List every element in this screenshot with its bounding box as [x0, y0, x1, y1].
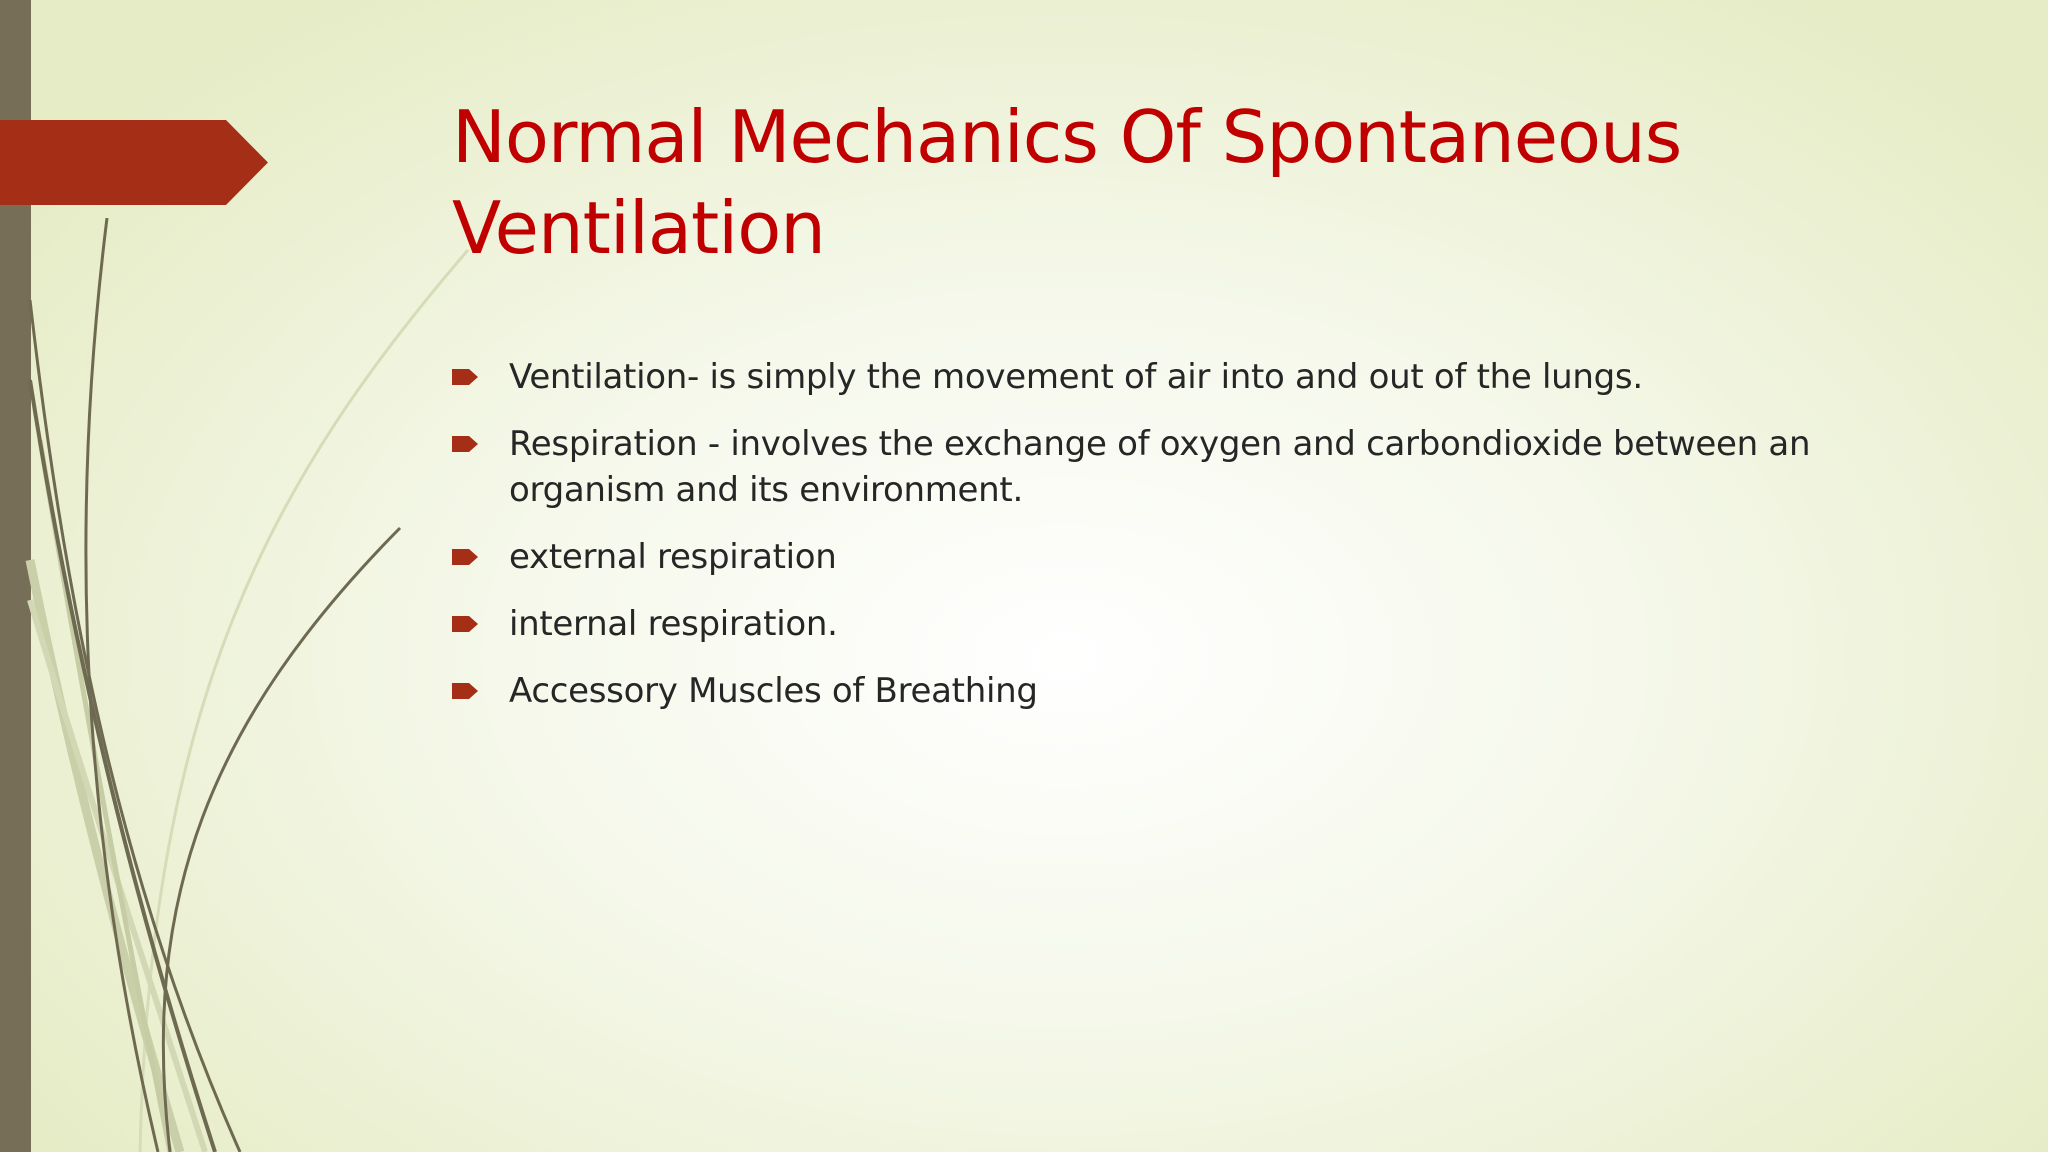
- bullet-text: Respiration - involves the exchange of oxygen and carbondioxide between an organism and its environment.: [509, 424, 1811, 510]
- arrow-bullet-icon: [452, 683, 478, 699]
- arrow-bullet-icon: [452, 436, 478, 452]
- arrow-bullet-icon: [452, 549, 478, 565]
- bullet-text: Accessory Muscles of Breathing: [509, 671, 1038, 711]
- arrow-bullet-icon: [452, 369, 478, 385]
- slide-title: Normal Mechanics Of Spontaneous Ventilation: [452, 95, 1682, 270]
- arrow-bullet-icon: [452, 616, 478, 632]
- bullet-item-internal-respiration: [452, 601, 1872, 647]
- bullet-text: external respiration: [509, 537, 837, 577]
- bullet-item-respiration: [452, 421, 1872, 513]
- arrow-banner-icon: [0, 120, 268, 205]
- bullet-item-external-respiration: [452, 534, 1872, 580]
- bullet-text: Ventilation- is simply the movement of air into and out of the lungs.: [509, 357, 1643, 397]
- bullet-item-ventilation: [452, 354, 1872, 400]
- bullet-text: internal respiration.: [509, 604, 838, 644]
- bullet-item-accessory-muscles: [452, 668, 1872, 714]
- bullet-list: [452, 354, 1872, 735]
